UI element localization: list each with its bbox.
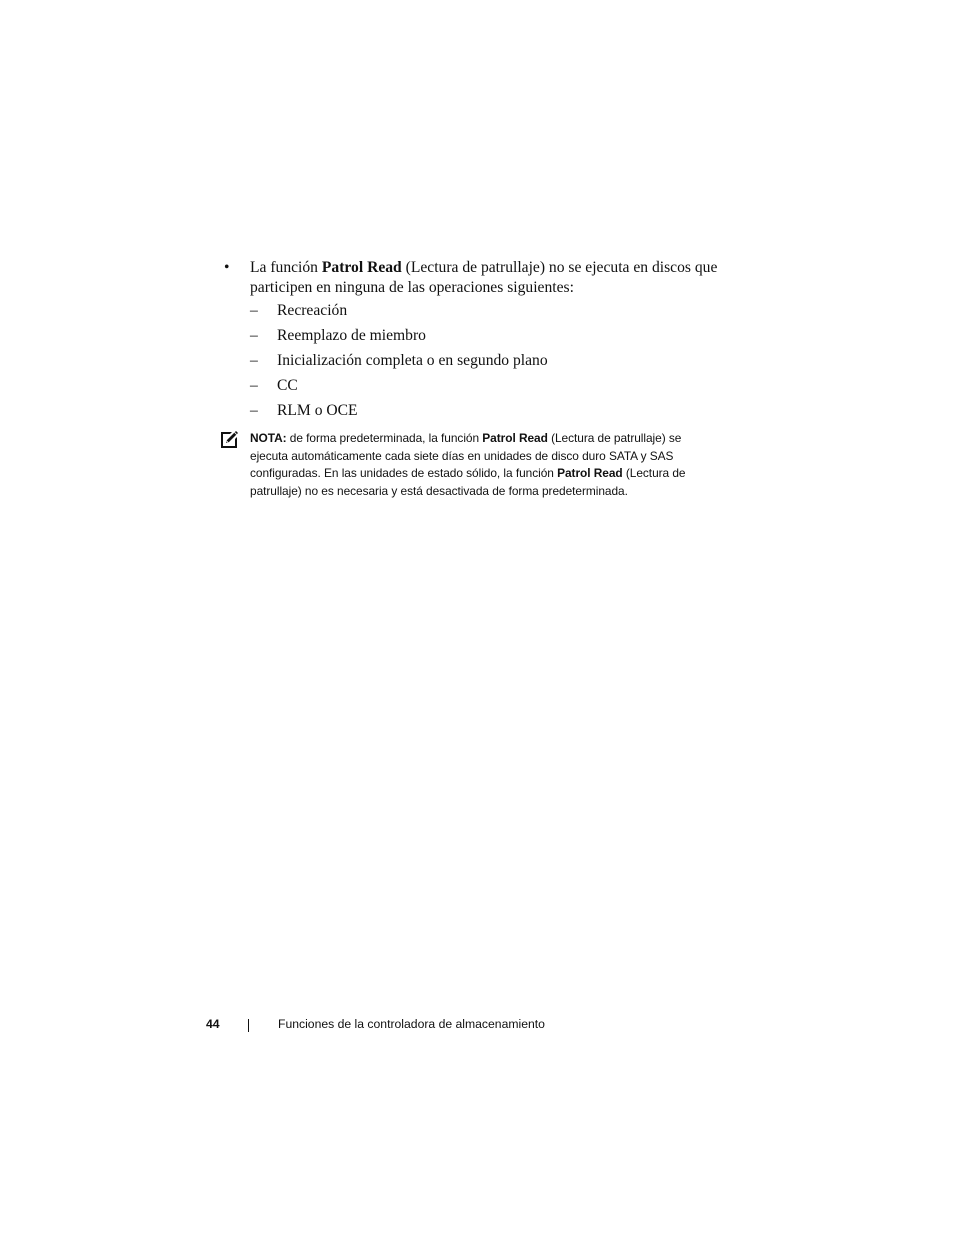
bullet-paragraph [224, 258, 724, 297]
sub-list-dash: – [250, 377, 258, 394]
note-text [250, 430, 720, 500]
note-label: NOTA: [250, 431, 287, 445]
note-text-segment: (Lectura de patrullaje) se ejecuta automáticamente cada siete días en unidades de disco duro SATA y SAS configuradas. En las unidades de estado sólido, la función [250, 431, 682, 481]
sub-list-label: Reemplazo de miembro [277, 327, 426, 344]
sub-list-item [250, 401, 548, 426]
bullet-text-bold: Patrol Read [321, 259, 402, 276]
bullet-mark: • [224, 259, 230, 276]
sub-list-label: Recreación [277, 302, 348, 319]
bullet-text-suffix: (Lectura de patrullaje) no se ejecuta en discos que participen en ninguna de las operaciones siguientes: [250, 259, 718, 296]
sub-list-dash: – [250, 327, 258, 344]
note-bold-term: Patrol Read [557, 466, 623, 481]
sub-list [250, 301, 548, 426]
sub-list-item [250, 351, 548, 376]
sub-list-label: Inicialización completa o en segundo plano [277, 352, 548, 369]
sub-list-item [250, 301, 548, 326]
footer-section-title: Funciones de la controladora de almacenamiento [278, 1017, 545, 1031]
pencil-note-icon [220, 430, 239, 449]
sub-list-item [250, 326, 548, 351]
sub-list-label: CC [277, 377, 298, 394]
sub-list-dash: – [250, 402, 258, 419]
note-text-segment: de forma predeterminada, la función [286, 431, 483, 445]
footer-separator [248, 1019, 249, 1032]
bullet-item [224, 258, 724, 297]
page-number: 44 [206, 1017, 220, 1031]
sub-list-dash: – [250, 352, 258, 369]
sub-list-dash: – [250, 302, 258, 319]
sub-list-item [250, 376, 548, 401]
note-text-segment: (Lectura de patrullaje) no es necesaria y está desactivada de forma predeterminada. [250, 466, 686, 498]
note-bold-term: Patrol Read [482, 431, 548, 445]
sub-list-label: RLM o OCE [277, 402, 358, 419]
bullet-text-prefix: La función [250, 259, 322, 276]
